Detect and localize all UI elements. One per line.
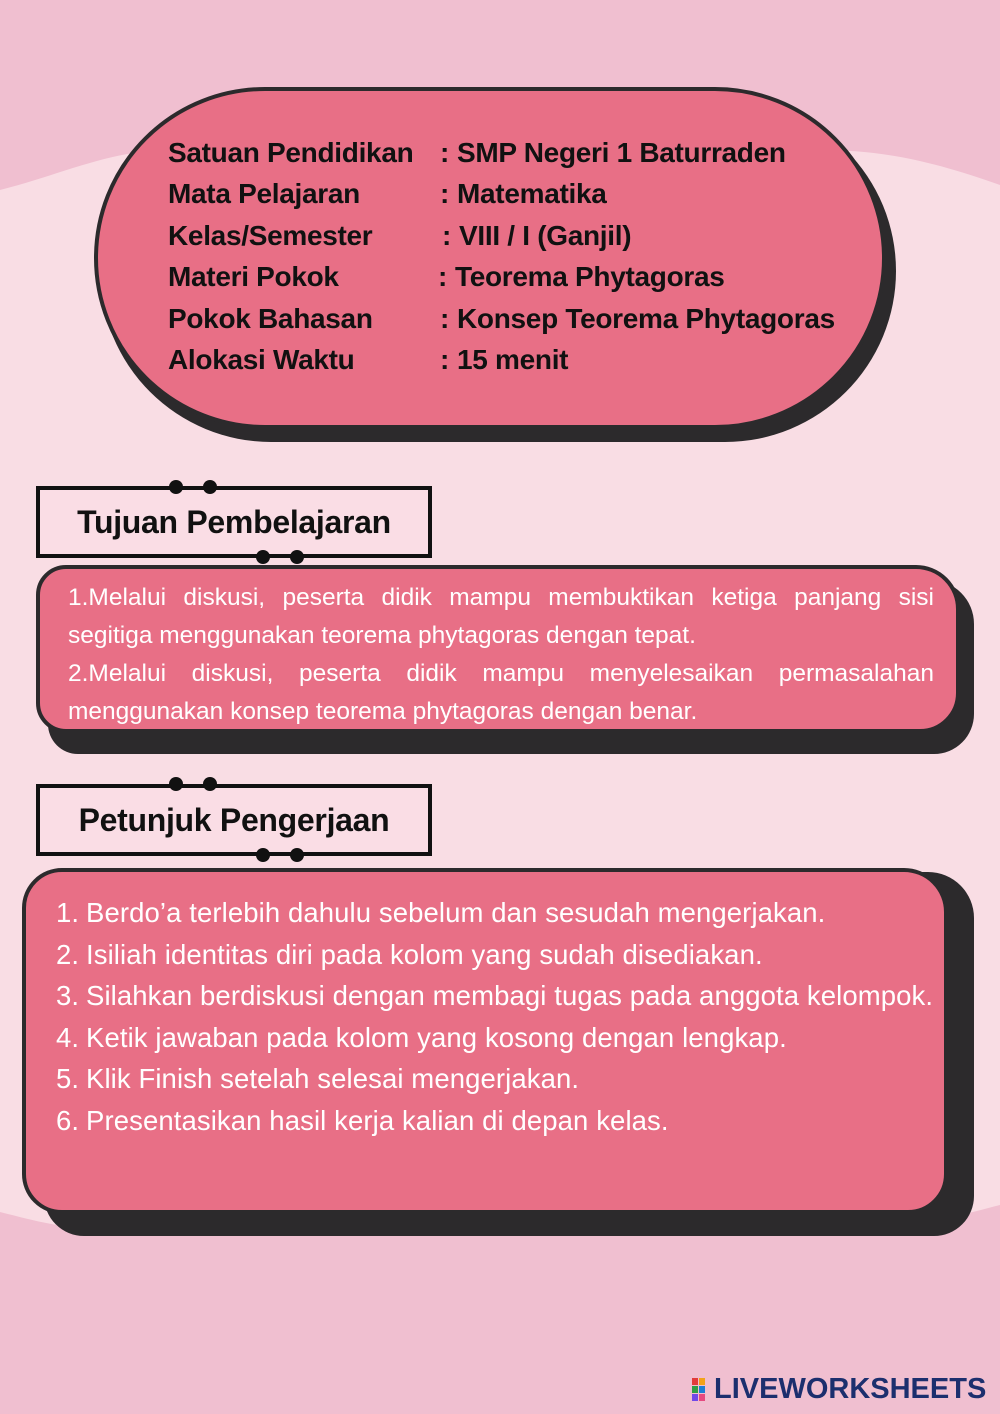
item-text: Ketik jawaban pada kolom yang kosong dengan lengkap. bbox=[86, 1021, 787, 1053]
item-text: Presentasikan hasil kerja kalian di depan kelas. bbox=[86, 1104, 669, 1136]
connector-dot bbox=[290, 848, 304, 862]
petunjuk-item bbox=[50, 892, 942, 934]
identity-row bbox=[168, 220, 868, 261]
identity-label: Satuan Pendidikan bbox=[168, 137, 414, 168]
item-text: Isiliah identitas diri pada kolom yang sudah disediakan. bbox=[86, 938, 763, 970]
identity-label: Pokok Bahasan bbox=[168, 303, 373, 334]
identity-separator: : bbox=[440, 344, 450, 375]
connector-dot bbox=[290, 550, 304, 564]
item-number: 6. bbox=[56, 1104, 80, 1136]
identity-separator: : bbox=[438, 261, 448, 292]
petunjuk-item bbox=[50, 1100, 942, 1142]
item-number: 4. bbox=[56, 1021, 80, 1053]
identity-separator: : bbox=[440, 137, 450, 168]
item-number: 2. bbox=[56, 938, 80, 970]
connector-dot bbox=[203, 777, 217, 791]
identity-value: Teorema Phytagoras bbox=[455, 261, 725, 292]
petunjuk-box bbox=[22, 868, 948, 1214]
tujuan-item: 1.Melalui diskusi, peserta didik mampu membuktikan ketiga panjang sisi segitiga menggunakan teorema phytagoras dengan tepat. bbox=[68, 584, 934, 649]
connector-dot bbox=[203, 480, 217, 494]
logo-grid-icon bbox=[692, 1378, 712, 1402]
identity-row bbox=[168, 178, 868, 219]
item-number: 1. bbox=[56, 897, 80, 928]
petunjuk-header bbox=[36, 784, 432, 856]
identity-value: VIII / I (Ganjil) bbox=[459, 220, 632, 251]
connector-dot bbox=[256, 848, 270, 862]
identity-separator: : bbox=[440, 178, 450, 209]
item-number: 3. bbox=[56, 980, 80, 1011]
petunjuk-item bbox=[50, 1058, 942, 1100]
logo-text: LIVEWORKSHEETS bbox=[714, 1373, 987, 1405]
connector-dot bbox=[256, 550, 270, 564]
item-text: Klik Finish setelah selesai mengerjakan. bbox=[86, 1063, 580, 1094]
item-number: 5. bbox=[56, 1063, 80, 1094]
tujuan-list bbox=[68, 579, 934, 731]
section-title: Tujuan Pembelajaran bbox=[77, 504, 391, 540]
identity-label: Kelas/Semester bbox=[168, 220, 373, 251]
connector-dot bbox=[169, 480, 183, 494]
tujuan-header bbox=[36, 486, 432, 558]
petunjuk-item bbox=[50, 975, 942, 1017]
item-text: Silahkan berdiskusi dengan membagi tugas pada anggota kelompok. bbox=[86, 980, 934, 1011]
identity-label: Materi Pokok bbox=[168, 261, 339, 292]
identity-value: Matematika bbox=[457, 178, 607, 209]
identity-row bbox=[168, 303, 868, 344]
identity-value: Konsep Teorema Phytagoras bbox=[457, 303, 835, 334]
tujuan-box bbox=[36, 565, 960, 733]
petunjuk-item bbox=[50, 1017, 942, 1059]
identity-label: Mata Pelajaran bbox=[168, 178, 360, 209]
tujuan-item: 2.Melalui diskusi, peserta didik mampu menyelesaikan permasalahan menggunakan konsep teorema phytagoras dengan benar. bbox=[68, 660, 934, 725]
identity-label: Alokasi Waktu bbox=[168, 344, 355, 375]
identity-row bbox=[168, 344, 868, 385]
petunjuk-item bbox=[50, 934, 942, 976]
identity-separator: : bbox=[442, 220, 452, 251]
identity-value: 15 menit bbox=[457, 344, 569, 375]
connector-dot bbox=[169, 777, 183, 791]
identity-row bbox=[168, 261, 868, 302]
identity-value: SMP Negeri 1 Baturraden bbox=[457, 137, 786, 168]
petunjuk-list bbox=[50, 892, 942, 1141]
identity-separator: : bbox=[440, 303, 450, 334]
item-text: Berdo’a terlebih dahulu sebelum dan sesudah mengerjakan. bbox=[86, 897, 826, 928]
section-title: Petunjuk Pengerjaan bbox=[78, 802, 390, 838]
liveworksheets-logo[interactable] bbox=[692, 1373, 992, 1407]
identity-row bbox=[168, 137, 868, 178]
